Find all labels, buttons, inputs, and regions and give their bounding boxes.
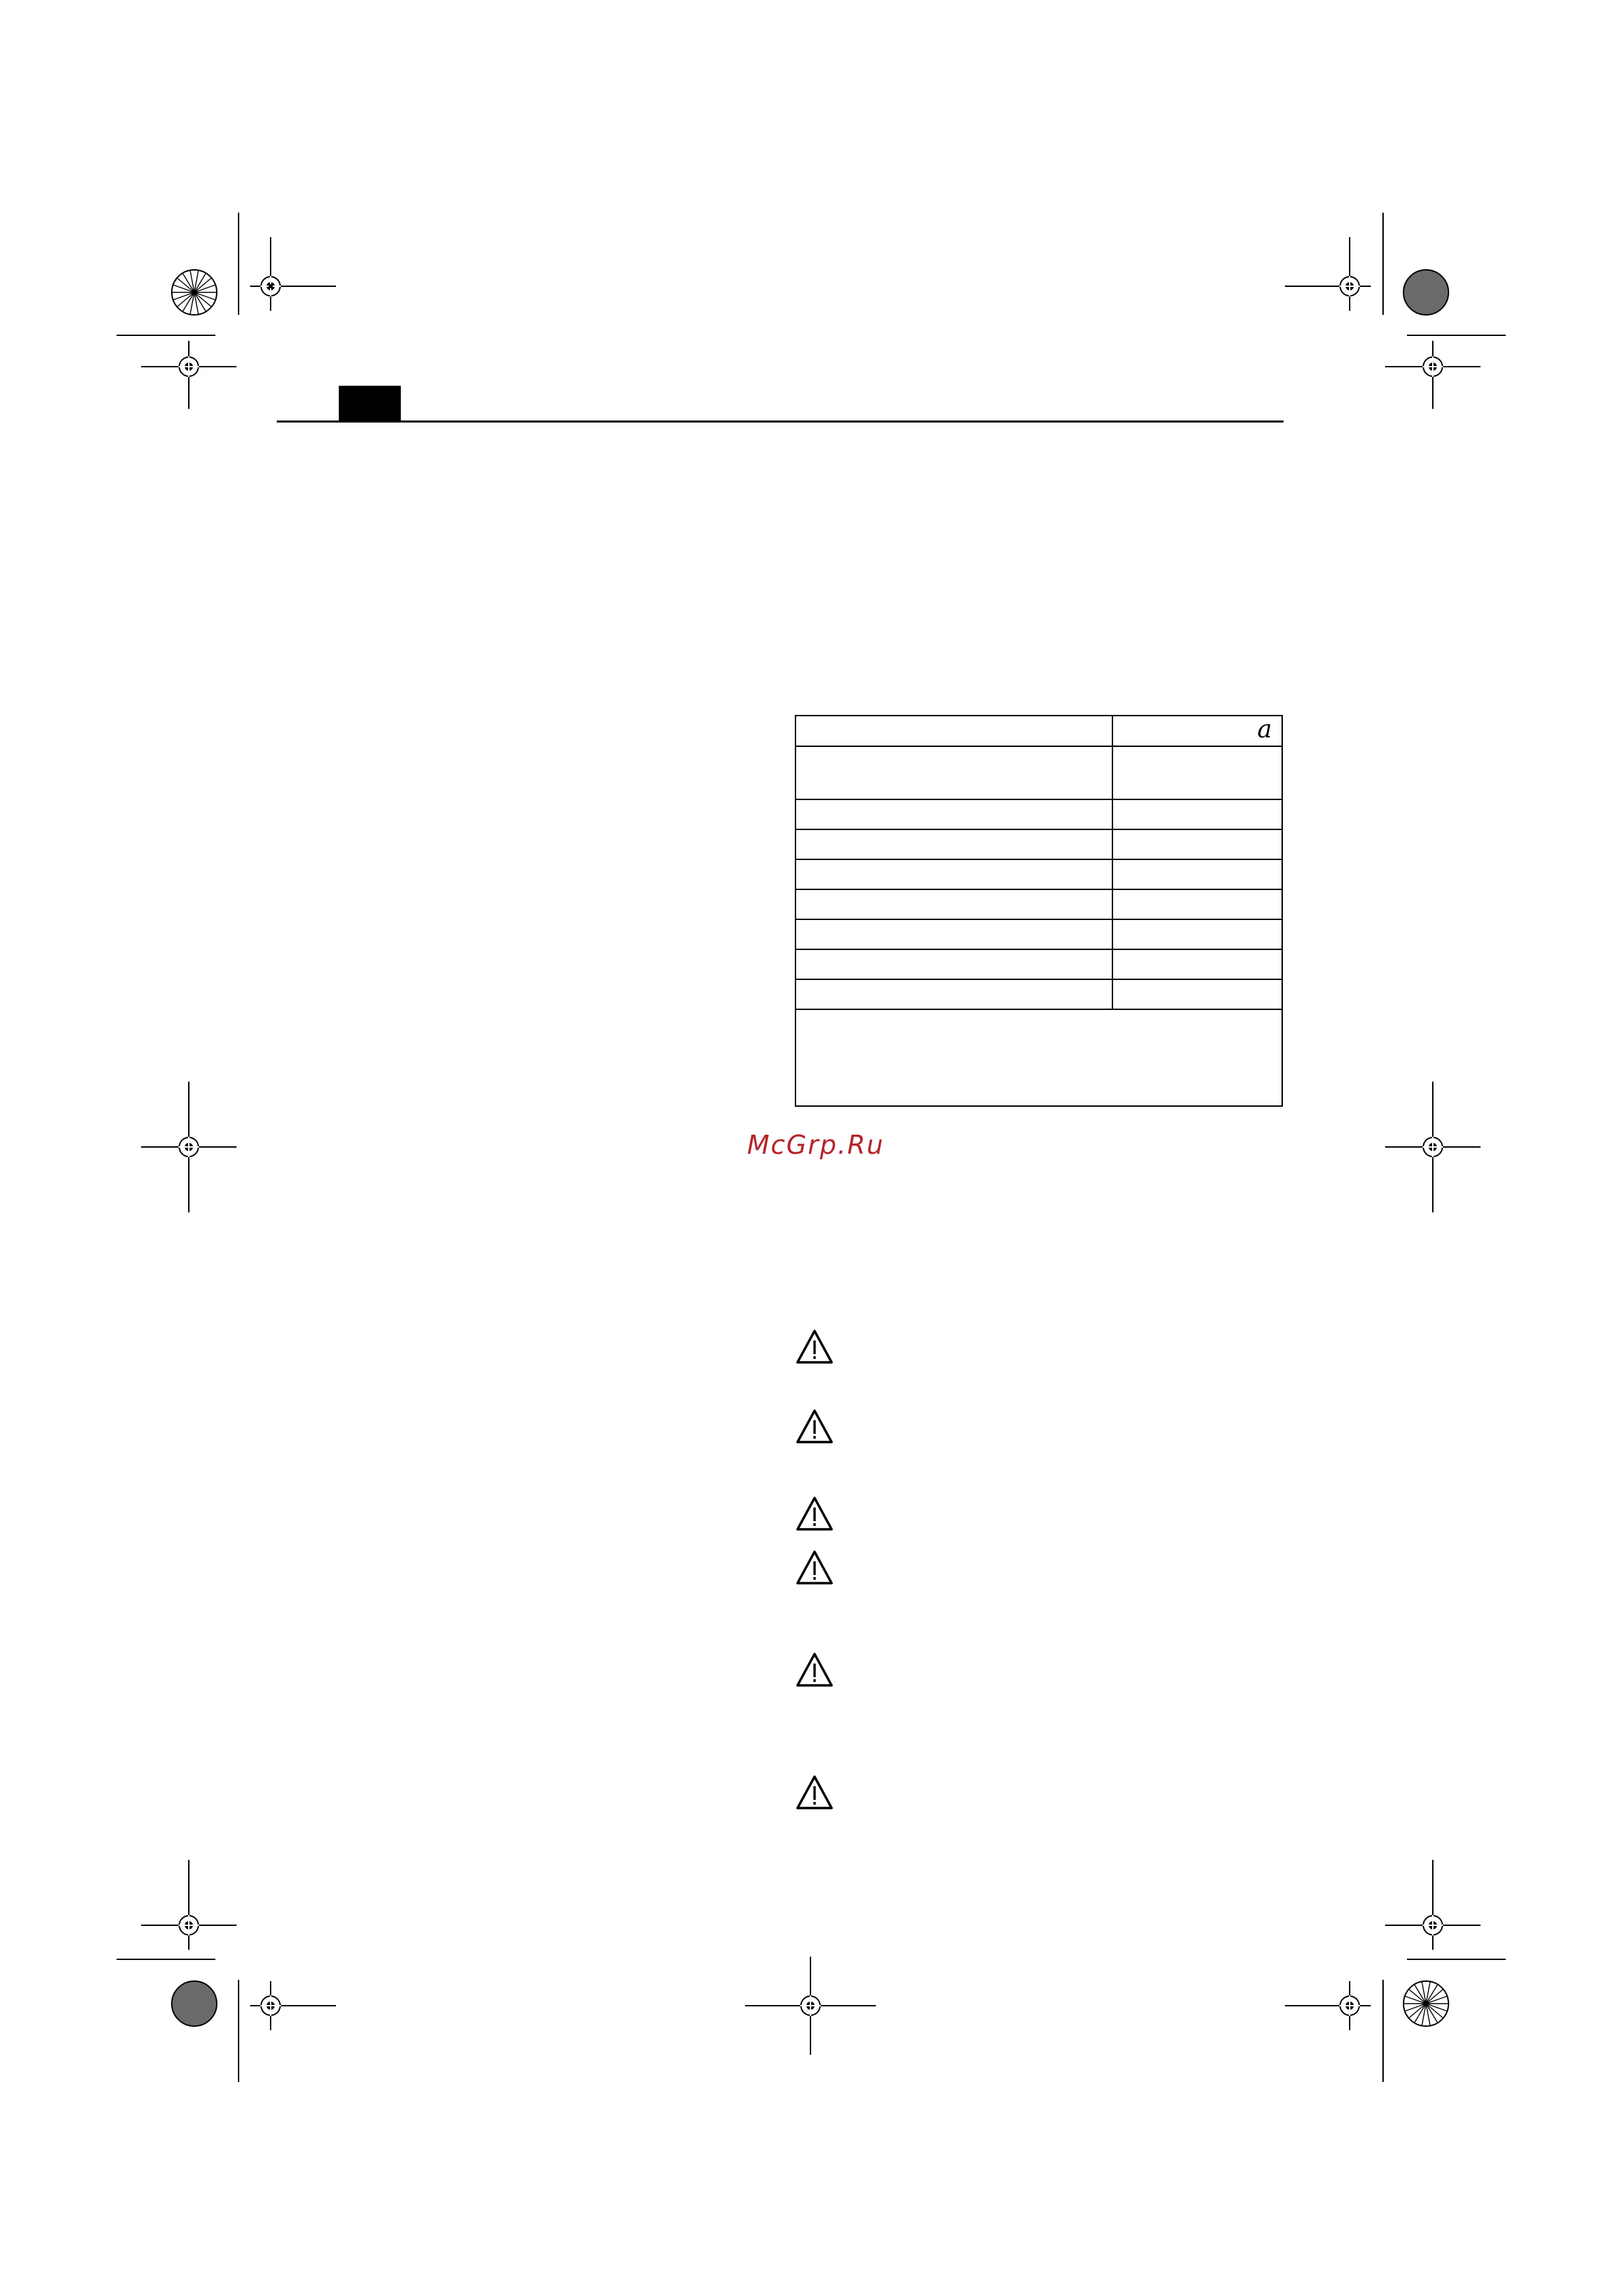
table-row	[796, 920, 1281, 950]
table-row	[796, 950, 1281, 980]
crop-line	[1382, 213, 1384, 315]
star-target-icon	[1402, 1980, 1450, 2027]
crop-line	[238, 1980, 239, 2082]
spec-table	[795, 715, 1283, 1107]
header-rule	[277, 420, 1284, 423]
star-target-icon	[170, 269, 218, 316]
gray-disc-icon	[170, 1980, 218, 2027]
watermark-text: McGrp.Ru	[747, 1130, 885, 1160]
table-row	[796, 830, 1281, 860]
warning-triangle-icon	[795, 1496, 834, 1531]
warning-triangle-icon	[795, 1652, 834, 1687]
crop-line	[1407, 335, 1506, 336]
crop-line	[117, 335, 215, 336]
table-row	[796, 716, 1281, 747]
table-row	[796, 860, 1281, 890]
crop-line	[1382, 1980, 1384, 2082]
crop-line	[238, 213, 239, 315]
crop-line	[1407, 1959, 1506, 1960]
table-row	[796, 747, 1281, 800]
table-row	[796, 800, 1281, 830]
header-tab	[339, 386, 401, 421]
table-row	[796, 890, 1281, 920]
warning-triangle-icon	[795, 1329, 834, 1364]
crop-line	[117, 1959, 215, 1960]
gray-disc-icon	[1402, 269, 1450, 316]
warning-triangle-icon	[795, 1775, 834, 1810]
warning-triangle-icon	[795, 1409, 834, 1444]
table-row	[796, 980, 1281, 1010]
warning-triangle-icon	[795, 1550, 834, 1585]
table-symbol: a	[1257, 716, 1272, 744]
